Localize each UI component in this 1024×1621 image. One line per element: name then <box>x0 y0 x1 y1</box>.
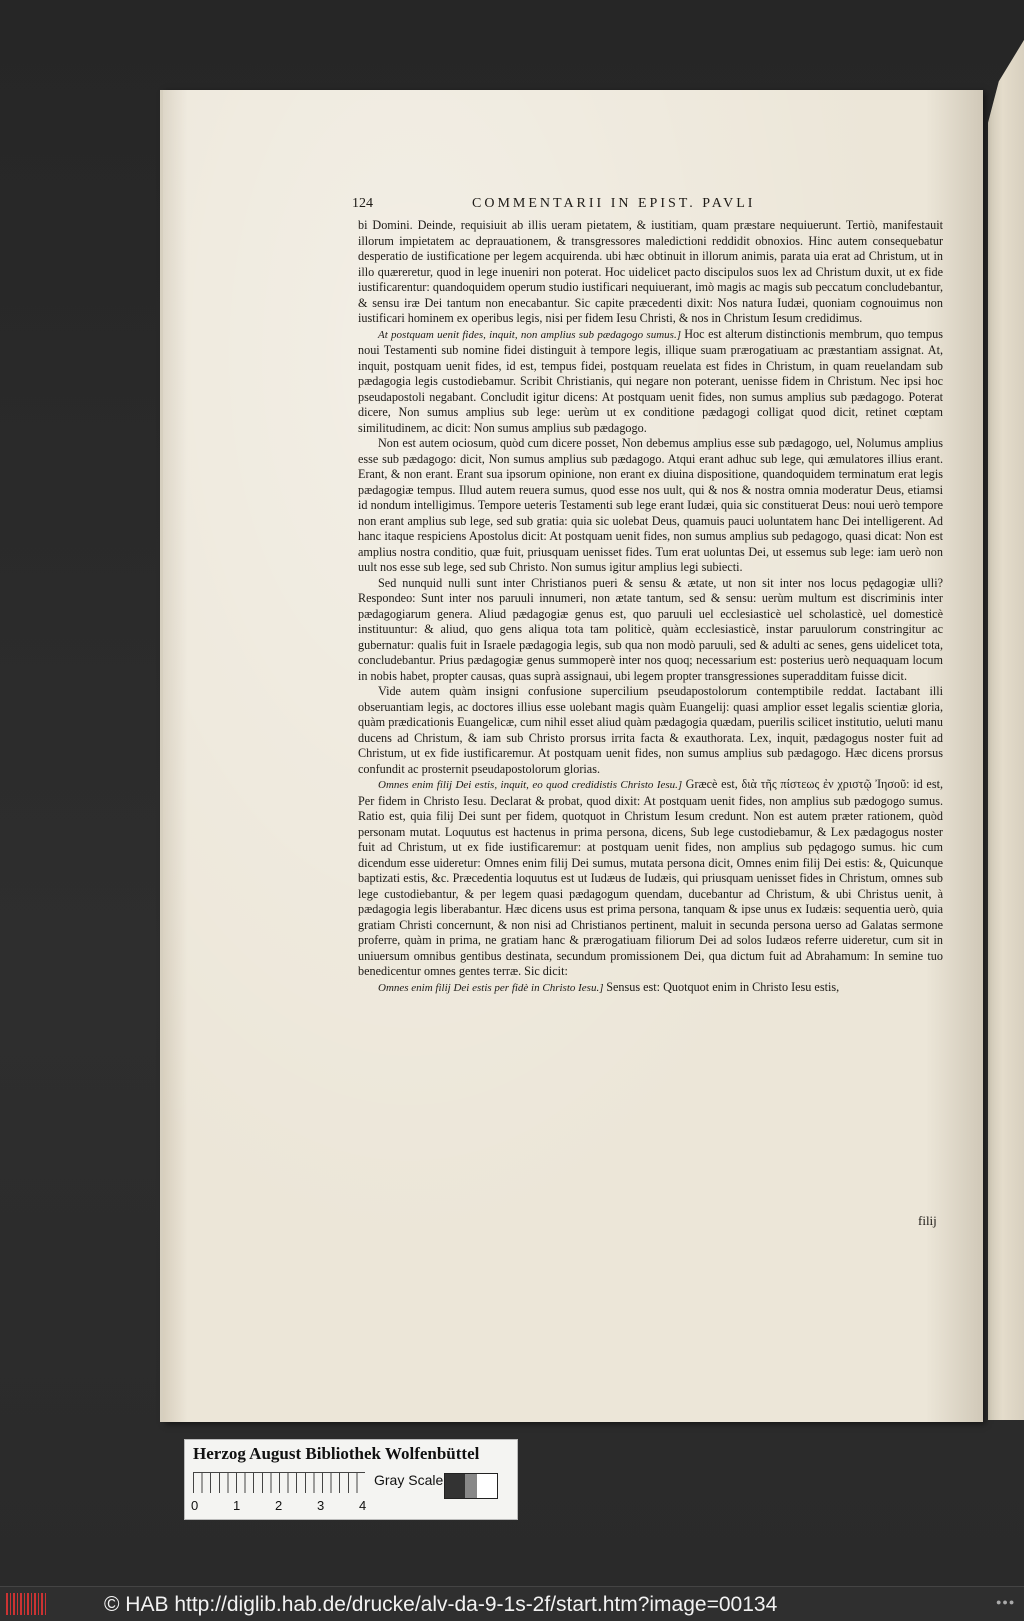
paragraph-text: bi Domini. Deinde, requisiuit ab illis ueram pietatem, & iustitiam, quam præstare nequiuerunt. Tertiò, manifestauit illorum impietatem ac deprauationem, & transgressores maledictioni reddidit obnoxios. Hinc autem consequebatur desperatio de iustificatione per legem acquirenda. ubi hæc obtinuit in illorum animis, parata uia erat ad Christum, ut in illo quæreretur, quod in lege inueniri non poterat. Hoc uidelicet pacto discipulos suos lex ad Christum duxit, ut ex fide iustificarentur: quandoquidem operum studio iustificari nequiuerant, imò magis ac magis sub peccatum concludebantur, & sensu iræ Dei tantum non enecabantur. Sic capite præcedenti dixit: Nos natura Iudæi, quoniam cognouimus non iustificari hominem ex operibus legis, nisi per fidem Iesu Christi, & nos in Christum Iesum credidimus. <box>358 218 943 325</box>
ruler-number: 3 <box>317 1498 325 1513</box>
paragraph-text: Sensus est: Quotquot enim in Christo Iesu estis, <box>606 979 840 994</box>
catchword: filij <box>918 1213 937 1228</box>
paragraph-text: Vide autem quàm insigni confusione supercilium pseudapostolorum contemptibile reddat. Iactabant illi obseruantiam legis, ac doctores illius esse uolebant magis quàm Euangelij: quasi amplior esset legalis scientiæ gloria, quàm prædicationis Euangelicæ, cum nihil esset aliud quàm pædagogia quædam, puerilis scilicet institutio, ueluti manu ducens ad Christum, & iam sub Christo prorsus irrita facta & exauthorata. Lex, inquit, pædagogus noster fuit ad Christum, ut ex fide iustificaremur. At postquam uenit fides, non sumus amplius sub pædagogo. Hæc dicens prorsus confundit ac prosternit pseudapostolorum glorias. <box>358 684 943 776</box>
lemma: Omnes enim filij Dei estis, inquit, eo quod credidistis Christo Iesu.] <box>378 779 686 791</box>
grayscale-swatch <box>444 1473 498 1499</box>
paragraph-text: Græcè est, διὰ τῆς πίστεως ἐν χριστῷ Ἰησοῦ: id est, Per fidem in Christo Iesu. Declarat & probat, quod dixit: At postquam uenit fides, non amplius sub pædogogo sumus. Ratio est, quia filij Dei sunt per fidem, quotquot in Christum Iesum credunt. Non est autem præter rationem, quòd personam mutat. Loquutus est hactenus in prima persona, dicens, Sub lege custodiebamur, & Lex pædagogus noster fuit ad Christum, ut ex fide iustificaremur: at postquam uenit fides, non amplius sub pędagogo sumus. hic cum dicendum esse uideretur: Omnes enim filij Dei sumus, mutata persona dicit, Omnes enim filij Dei estis: &, Quicunque baptizati estis, &c. Præcedentia loquutus est ut Iudæus de Iudæis, qui priusquam uenisset fides in Christum, omnes sub lege custodiebantur, & per legem quasi pædagogum quendam, ducebantur ad Christum, & ubi Christus uenit, à pædagogia legis liberabantur. Hæc dicens usus est prima persona, tanquam & ipse unus ex Iudæis: sequentia uerò, quia gratiam Christi concernunt, & non nisi ad Christianos pertinent, maluit in secunda persona uerso ad Galatas sermone proferre, quàm in prima, ne gratiam hanc & prærogatiuam filiorum Dei ad solos Iudæos referre uideretur, cum sit in uniuersum omnibus gentibus destinata, secundum promissionem Dei, qua dictum fuit ad Abrahamum: In semine tuo benedicentur omnes gentes terræ. Sic dicit: <box>358 777 943 978</box>
barcode-icon <box>6 1593 46 1615</box>
page-number: 124 <box>352 196 373 211</box>
paragraph <box>358 436 943 576</box>
footer-bar <box>0 1586 1024 1621</box>
color-calibration-chart <box>184 1439 518 1520</box>
ruler-scale <box>193 1472 365 1493</box>
paragraph <box>358 684 943 777</box>
grayscale-label: Gray Scale <box>374 1472 444 1488</box>
ruler-number: 4 <box>359 1498 367 1513</box>
paragraph-text: Non est autem ociosum, quòd cum dicere posset, Non debemus amplius esse sub pædagogo, uel, Nolumus amplius esse sub pædagogo: dicit, Non sumus amplius sub pædagogo. Atqui erant adhuc sub lege, qui æmulatores illius erant. Erant, & non erant. Erant sua ipsorum opinione, non erant ex diuina dispositione, quandoquidem terminatum erat legis pædagogiæ tempus. Illud autem reuera sumus, quod esse nos uult, qui & nos & nostra omnia moderatur Deus, etiamsi id nondum intelligimus. Tempore ueteris Testamenti sub lege erant Iudæi, quia sic constituerat Deus: noui uerò tempore non erant amplius sub lege, sed sub gratia: quia sic uolebat Deus, quamuis pauci uoluntatem hanc Dei intelligerent. Ad hanc itaque respiciens Apostolus dicit: At postquam uenit fides, non sumus amplius sub pedagogo, quasi dicat: Non est amplius nostra conditio, quæ fuit, priusquam uenisset fides. Tum erat uoluntas Dei, ut essemus sub lege: iam uerò non uult nos esse sub lege, sed sub Christo. Non sumus igitur amplius legi subiecti. <box>358 436 943 574</box>
paragraph <box>358 218 943 327</box>
lemma: Omnes enim filij Dei estis per fidè in Christo Iesu.] <box>378 981 607 994</box>
paragraph <box>358 576 943 685</box>
page-header <box>352 196 942 214</box>
paragraph-text: Hoc est alterum distinctionis membrum, quo tempus noui Testamenti sub nomine fidei distinguit à tempore legis, illique suam prærogatiuam ac præstantiam assignat. At, inquit, postquam uenit fides, id est, tempus fidei, postquam reuelata est fides in Christum, in quam reuelandam sub pædagogia legis custodiebamur. Scribit Christianis, qui negare non poterant, uenisse fidem in Christum. Nec ipsi hoc pseudapostoli negabant. Concludit igitur dicens: At postquam uenit fides, non sumus amplius sub pædagogo. Poterat dicere, Non sumus amplius sub lege: uerùm ut ex conditione pædagogi colligat quod dicit, retinet cœptam similitudinem, ac dicit: Non sumus amplius sub pædagogo. <box>358 326 943 435</box>
ruler-number: 1 <box>233 1498 241 1513</box>
footer-url-link[interactable]: © HAB http://diglib.hab.de/drucke/alv-da-9-1s-2f/start.htm?image=00134 <box>104 1593 778 1616</box>
paragraph <box>358 327 943 437</box>
lemma: At postquam uenit fides, inquit, non amplius sub pædagogo sumus.] <box>378 328 685 341</box>
ruler-number: 2 <box>275 1498 283 1513</box>
footer-dots: ●●● <box>996 1597 1016 1607</box>
paragraph <box>358 980 943 997</box>
running-title: COMMENTARII IN EPIST. PAVLI <box>472 196 756 211</box>
paragraph-text: Sed nunquid nulli sunt inter Christianos pueri & sensu & ætate, ut non sit inter nos locus pędagogiæ ulli? Respondeo: Sunt inter nos paruuli innumeri, non ætate tantum, sed & sensu: uerùm multum est discriminis inter pædagogiarum genera. Aliud pædagogiæ genus est, quo paruuli uel ecclesiasticè uel scholasticè, uel domesticè instituuntur: & aliud, quo gens aliqua tota tam politicè, quàm ecclesiasticè, instar paruulorum constringitur ac gubernatur: qualis fuit in Israele pædagogia legis, sub qua non modò paruuli, sed & adulti ac senes, gens uidelicet tota, concludebantur. Prius pædagogiæ genus summoperè inter nos quoq; necessarium est: posterius uerò nequaquam locum in nobis habet, propter causas, quas suprà assignaui, ubi legem propter transgressiones superadditam fuisse dicit. <box>358 575 943 683</box>
body-text <box>358 218 943 1230</box>
ruler-number: 0 <box>191 1498 199 1513</box>
next-page-edge <box>988 40 1024 1420</box>
library-name: Herzog August Bibliothek Wolfenbüttel <box>193 1444 480 1463</box>
paragraph <box>358 777 943 980</box>
